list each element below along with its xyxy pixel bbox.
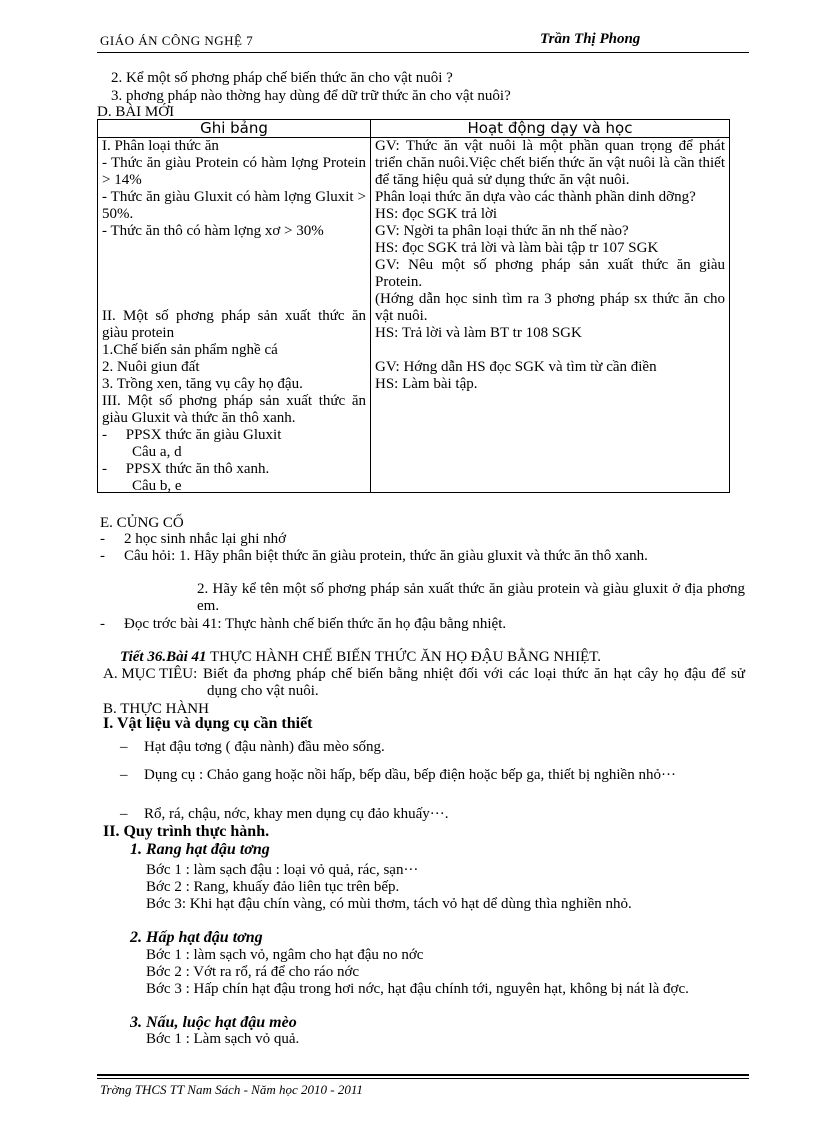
col1-line: - Thức ăn thô có hàm lợng xơ > 30% [102,223,324,239]
col2-spacer [375,342,725,359]
col2-line: GV: Thức ăn vật nuôi là một phần quan trọng để phát triển chăn nuôi.Việc chết biến thức ăn vật nuôi là cần thiết để tăng hiệu quả sử dụng thức ăn vật nuôi. [375,138,725,188]
col1-line: - PPSX thức ăn giàu Gluxit [102,427,282,443]
lesson-table [97,119,730,493]
col2-cell [371,138,730,493]
material-1-text: Hạt đậu tơng ( đậu nành) đầu mèo sống. [144,739,385,755]
col1-line: Câu b, e [102,478,182,492]
col2-header: Hoạt động dạy và học [371,120,730,138]
col2-line: HS: Làm bài tập. [375,376,478,392]
col1-spacer [102,240,366,308]
section-d-title: D. BÀI MỚI [97,104,175,120]
footer-rule-bottom [97,1078,749,1079]
bullet-3: - Đọc trớc bài 41: Thực hành chế biến thức ăn họ đậu bằng nhiệt. [100,616,507,632]
col1-header: Ghi bảng [98,120,371,138]
col2-line: HS: Trả lời và làm BT tr 108 SGK [375,325,582,341]
col2-line: HS: đọc SGK trả lời [375,206,498,222]
header-rule [97,52,749,53]
col1-line: Câu a, d [102,444,182,460]
col1-cell [98,138,371,493]
step-2-title: 2. Hấp hạt đậu tơng [130,929,263,946]
question-3: 3. phơng pháp nào thờng hay dùng để dữ trữ thức ăn cho vật nuôi? [111,88,511,104]
step-2-1: Bớc 1 : làm sạch vỏ, ngâm cho hạt đậu no nớc [146,947,424,963]
footer-text: Trờng THCS TT Nam Sách - Năm học 2010 - 2011 [100,1082,363,1097]
step-1-2: Bớc 2 : Rang, khuấy đảo liên tục trên bếp. [146,879,400,895]
col1-line: - Thức ăn giàu Gluxit có hàm lợng Gluxit > 50%. [102,189,366,222]
col2-line: GV: Nêu một số phơng pháp sản xuất thức ăn giàu Protein. [375,257,725,290]
header-subject: GIÁO ÁN CÔNG NGHỆ 7 [100,33,254,48]
footer-rule-top [97,1074,749,1076]
col2-line: Phân loại thức ăn dựa vào các thành phần dinh dỡng? [375,189,696,205]
header-author: Trần Thị Phong [540,31,641,47]
procedure-title: II. Quy trình thực hành. [103,823,270,840]
step-3-title: 3. Nấu, luộc hạt đậu mèo [130,1014,297,1031]
col1-line: II. Một số phơng pháp sản xuất thức ăn giàu protein [102,308,366,341]
lesson-title: THỰC HÀNH CHẾ BIẾN THỨC ĂN HỌ ĐẬU BẰNG NHIỆT. [206,649,602,665]
col2-line: (Hớng dẫn học sinh tìm ra 3 phơng pháp sx thức ăn cho vật nuôi. [375,291,725,324]
bullet-2: - Câu hỏi: 1. Hãy phân biệt thức ăn giàu protein, thức ăn giàu gluxit và thức ăn thô xanh. [100,548,648,564]
col1-line: I. Phân loại thức ăn [102,138,219,154]
col1-line: 3. Trồng xen, tăng vụ cây họ đậu. [102,376,303,392]
step-1-3: Bớc 3: Khi hạt đậu chín vàng, có mùi thơm, tách vỏ hạt dể dùng thìa nghiền nhỏ. [146,896,632,912]
step-1-1: Bớc 1 : làm sạch đậu : loại vỏ quả, rác, sạn··· [146,862,419,878]
col1-line: 1.Chế biến sản phẩm nghề cá [102,342,278,358]
bullet-1-text: 2 học sinh nhắc lại ghi nhớ [124,531,287,547]
step-3-1: Bớc 1 : Làm sạch vỏ quả. [146,1031,300,1047]
col1-line: III. Một số phơng pháp sản xuất thức ăn giàu Gluxit và thức ăn thô xanh. [102,393,366,426]
col2-line: HS: đọc SGK trả lời và làm bài tập tr 107 SGK [375,240,659,256]
objective-text: Biết đa phơng pháp chế biến bằng nhiệt đối với các loại thức ăn hạt cây họ đậu để sử dụng cho vật nuôi. [203,666,745,699]
objective-label: A. MỤC TIÊU: [103,666,198,682]
lesson-label: Tiết 36.Bài 41 [120,649,207,665]
col1-line: - PPSX thức ăn thô xanh. [102,461,270,477]
step-2-3: Bớc 3 : Hấp chín hạt đậu trong hơi nớc, hạt đậu chính tới, nguyên hạt, không bị nát là đợc. [146,981,689,997]
materials-title: I. Vật liệu và dụng cụ cần thiết [103,715,313,732]
question-2: 2. Kể một số phơng pháp chế biến thức ăn cho vật nuôi ? [111,70,453,86]
material-2-text: Dụng cụ : Chảo gang hoặc nồi hấp, bếp dầu, bếp điện hoặc bếp ga, thiết bị nghiền nhỏ··· [144,767,676,783]
section-b-title: B. THỰC HÀNH [103,701,209,717]
step-2-2: Bớc 2 : Vớt ra rổ, rá để cho ráo nớc [146,964,360,980]
col2-line: GV: Ngời ta phân loại thức ăn nh thế nào? [375,223,629,239]
bullet-2-b: 2. Hãy kể tên một số phơng pháp sản xuất thức ăn giàu protein và giàu gluxit ở địa phơng em. [197,581,745,614]
material-3: – Rổ, rá, chậu, nớc, khay men dụng cụ đảo khuấy···. [120,806,449,822]
col1-line: - Thức ăn giàu Protein có hàm lợng Protein > 14% [102,155,366,188]
lesson-36-heading [120,649,601,666]
step-1-title: 1. Rang hạt đậu tơng [130,841,270,858]
section-e-title: E. CỦNG CỐ [100,515,184,531]
bullet-3-text: Đọc trớc bài 41: Thực hành chế biến thức ăn họ đậu bằng nhiệt. [124,616,507,632]
bullet-2-text: Câu hỏi: 1. Hãy phân biệt thức ăn giàu protein, thức ăn giàu gluxit và thức ăn thô xanh. [124,548,648,564]
bullet-1: - 2 học sinh nhắc lại ghi nhớ [100,531,287,547]
col1-line: 2. Nuôi giun đất [102,359,200,375]
material-2: – Dụng cụ : Chảo gang hoặc nồi hấp, bếp dầu, bếp điện hoặc bếp ga, thiết bị nghiền nhỏ··· [120,767,676,783]
material-3-text: Rổ, rá, chậu, nớc, khay men dụng cụ đảo khuấy···. [144,806,449,822]
material-1: – Hạt đậu tơng ( đậu nành) đầu mèo sống. [120,739,385,755]
col2-line: GV: Hớng dẫn HS đọc SGK và tìm từ cần điền [375,359,657,375]
